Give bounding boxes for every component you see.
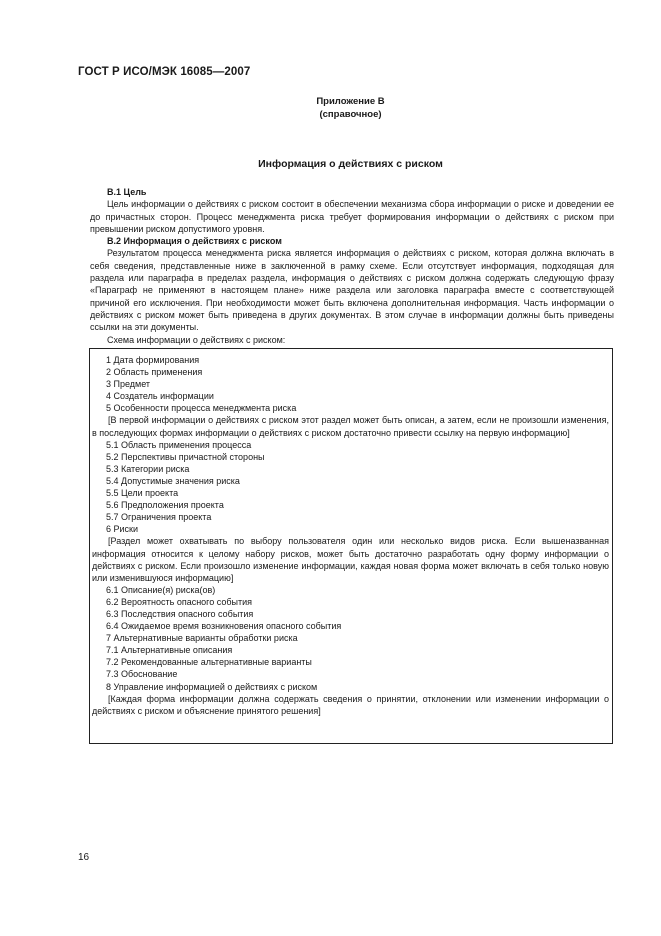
standard-header: ГОСТ Р ИСО/МЭК 16085—2007 bbox=[78, 66, 251, 78]
scheme-list-item: 4 Создатель информации bbox=[106, 391, 214, 402]
scheme-list-item: 5.7 Ограничения проекта bbox=[106, 512, 212, 523]
scheme-note-5: [В первой информации о действиях с риском этот раздел может быть описан, а затем, если не произошли изменения, в последующих формах информации о действиях с риском достаточно привести ссылку на первую информацию] bbox=[92, 415, 609, 438]
scheme-frame bbox=[89, 348, 613, 744]
scheme-list-item: 6.2 Вероятность опасного события bbox=[106, 596, 253, 607]
scheme-list-item: 3 Предмет bbox=[106, 379, 151, 390]
scheme-list-item: 1 Дата формирования bbox=[106, 355, 200, 365]
annex-label: Приложение В bbox=[316, 96, 385, 107]
scheme-list-item: 6 Риски bbox=[106, 524, 139, 535]
scheme-list-item: 8 Управление информацией о действиях с риском bbox=[106, 681, 318, 692]
annex-type: (справочное) bbox=[319, 109, 382, 120]
scheme-list-item: 6.1 Описание(я) риска(ов) bbox=[106, 584, 216, 595]
scheme-note-8: [Каждая форма информации должна содержать сведения о принятии, отклонении или изменении информации о действиях с риском и объяснение принятого решения] bbox=[92, 693, 609, 716]
scheme-note-6: [Раздел может охватывать по выбору пользователя один или несколько видов риска. Если вышеназванная информация относится к целому набору рисков, может быть достаточно разработать одну форму информации о действиях с риском. Если произошло изменение информации, каждая новая форма может включать в себя только новую или изменившуюся информацию] bbox=[92, 536, 609, 583]
scheme-list-item: 6.4 Ожидаемое время возникновения опасного события bbox=[106, 621, 342, 632]
scheme-list-item: 7 Альтернативные варианты обработки риска bbox=[106, 633, 298, 644]
scheme-intro: Схема информации о действиях с риском: bbox=[107, 334, 286, 345]
scheme-list-item: 5.2 Перспективы причастной стороны bbox=[106, 451, 265, 462]
scheme-list-item: 7.3 Обоснование bbox=[106, 669, 178, 680]
section-b2-text: Результатом процесса менеджмента риска является информация о действиях с риском, которая должна включать в себя сведения, представленные ниже в заключенной в рамку схеме. Если отсутствует информация, подходящая для раздела или параграфа в пределах раздела, информация о действиях с риском должна содержать следующую фразу «Параграф не применяют в настоящем плане» ниже раздела или заголовка параграфа вместе с соответствующей причиной его исключения. При необходимости может быть включена дополнительная информация. Часть информации о действиях с риском может быть приведена в других документах. В этом случае в информации должны быть приведены ссылки на эти документы. bbox=[90, 248, 614, 333]
scheme-items-group-a bbox=[90, 354, 612, 414]
section-b2-heading: В.2 Информация о действиях с риском bbox=[107, 236, 282, 247]
section-b1-heading: В.1 Цель bbox=[107, 187, 147, 197]
scheme-items-group-b bbox=[90, 439, 612, 536]
scheme-items-group-c bbox=[90, 584, 612, 693]
body-text bbox=[90, 186, 614, 346]
scheme-list-item: 5.3 Категории риска bbox=[106, 463, 190, 474]
scheme-list-item: 2 Область применения bbox=[106, 367, 203, 378]
scheme-list-item: 5.5 Цели проекта bbox=[106, 488, 179, 499]
scheme-list-item: 5 Особенности процесса менеджмента риска bbox=[106, 403, 297, 414]
scheme-list-item: 5.1 Область применения процесса bbox=[106, 439, 252, 450]
section-b1-text: Цель информации о действиях с риском состоит в обеспечении механизма сбора информации о риске и доведении ее до причастных сторон. Процесс менеджмента риска требует формирования информации о действиях с риском при превышении риском допустимого уровня. bbox=[90, 199, 614, 234]
scheme-list-item: 7.2 Рекомендованные альтернативные варианты bbox=[106, 657, 312, 668]
annex-title: Информация о действиях с риском bbox=[258, 158, 443, 170]
page-number: 16 bbox=[78, 852, 90, 863]
scheme-list-item: 6.3 Последствия опасного события bbox=[106, 608, 254, 619]
scheme-list-item: 5.4 Допустимые значения риска bbox=[106, 475, 240, 486]
scheme-list-item: 7.1 Альтернативные описания bbox=[106, 645, 233, 656]
scheme-list-item: 5.6 Предположения проекта bbox=[106, 500, 224, 511]
